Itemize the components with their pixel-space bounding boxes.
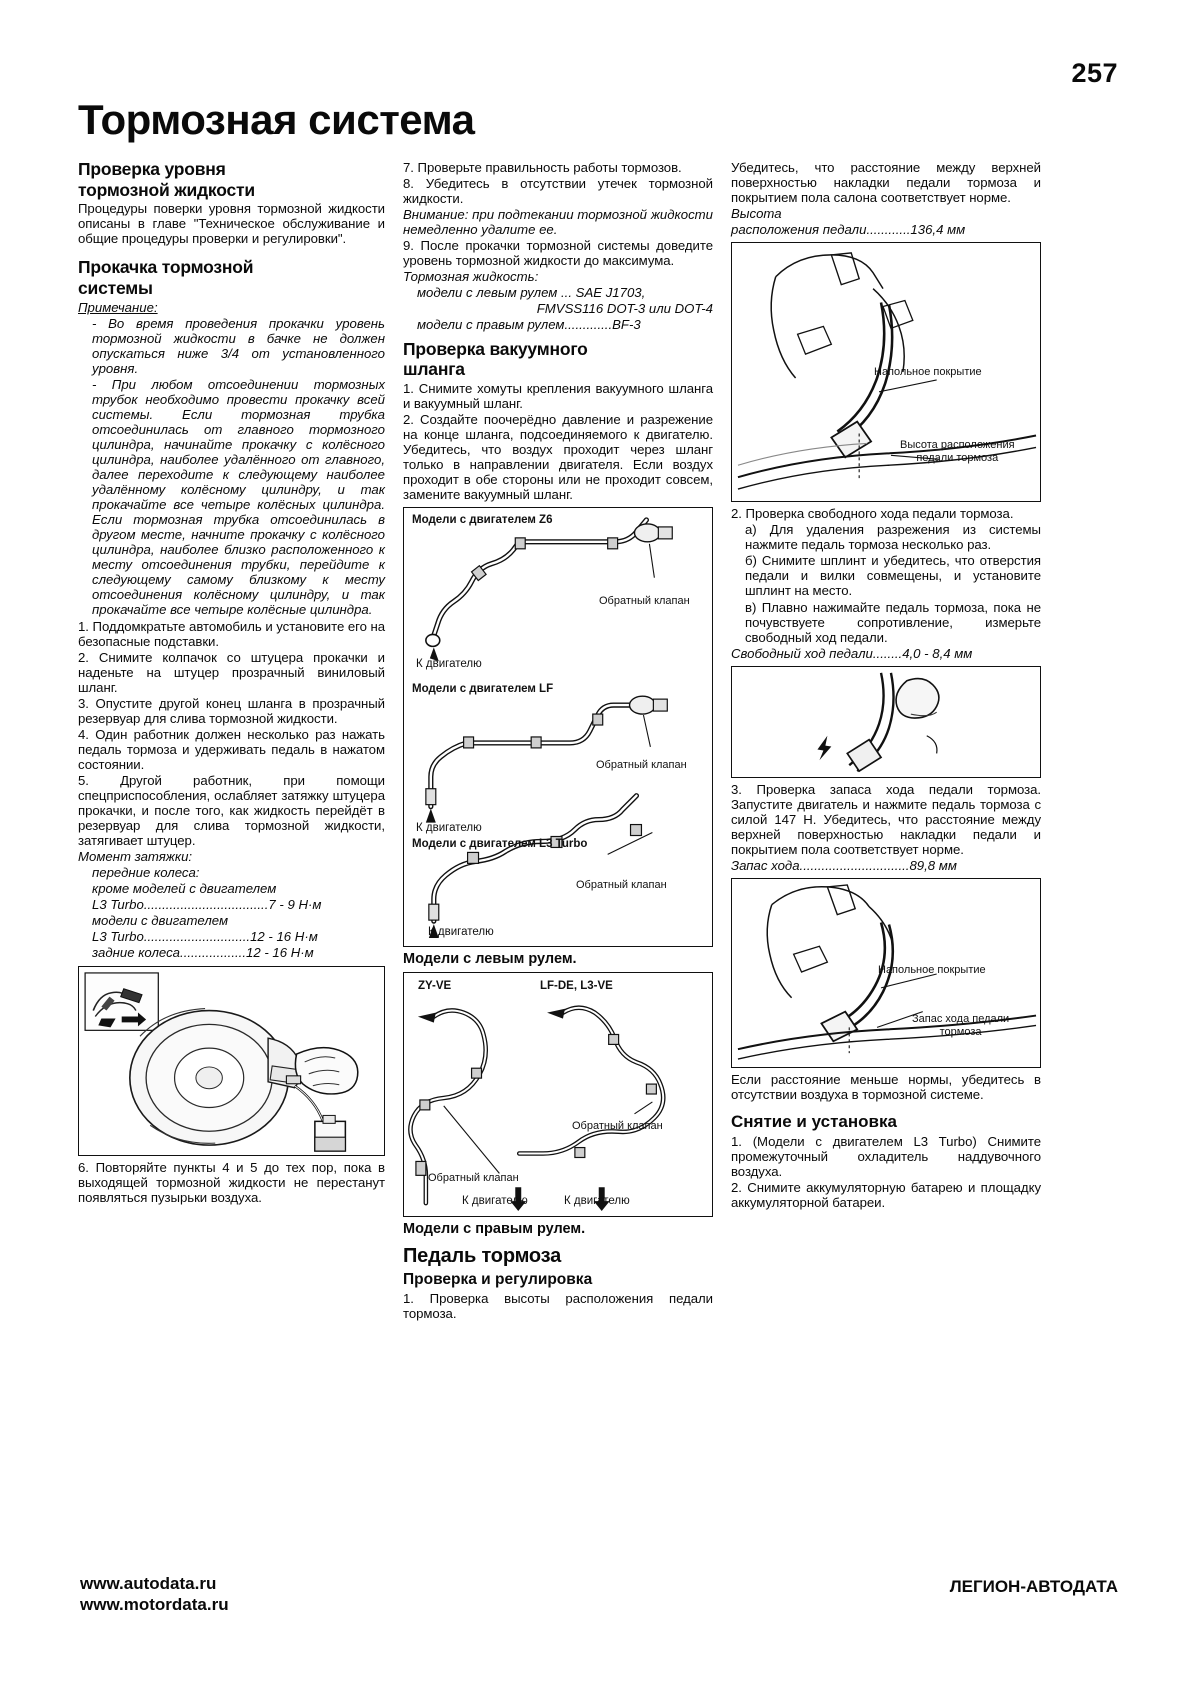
pedal-height-row [731, 222, 1041, 237]
torque-row-1-value: 7 - 9 Н·м [268, 897, 322, 913]
bleed-step-2: 2. Снимите колпачок со штуцера прокачки и наденьте на штуцер прозрачный виниловый шланг. [78, 649, 385, 695]
fluid-row-lhd [403, 285, 713, 300]
figure-label-to-engine-rhd-right: К двигателю [564, 1195, 630, 1208]
bleed-step-9: 9. После прокачки тормозной системы доведите уровень тормозной жидкости до максимума. [403, 238, 713, 269]
torque-row-2-value: 12 - 16 Н·м [250, 929, 318, 945]
footer-site-2[interactable]: www.motordata.ru [80, 1594, 229, 1614]
fluid-level-paragraph: Процедуры поверки уровня тормозной жидкости описаны в главе "Техническое обслуживание и общие процедуры проверки и регулировки". [78, 201, 385, 247]
figure-label-to-engine-l3: К двигателю [428, 926, 494, 939]
bleeding-photo-svg [79, 967, 384, 1155]
fluid-row-rhd-value: BF-3 [612, 317, 641, 333]
figure-label-check-valve-l3: Обратный клапан [576, 879, 667, 892]
column-1 [78, 160, 385, 1322]
pedal-height-value: 136,4 мм [910, 222, 966, 238]
reserve-value: 89,8 мм [909, 857, 957, 873]
figure-pedal-freeplay [731, 666, 1041, 778]
pedal-intro: Убедитесь, что расстояние между верхней поверхностью накладки педали тормоза и покрытием пола салона соответствует норме. [731, 160, 1041, 206]
pedal-step-2a: а) Для удаления разрежения из системы нажмите педаль тормоза несколько раз. [745, 522, 1041, 553]
bleed-step-3: 3. Опустите другой конец шланга в прозрачный резервуар для слива тормозной жидкости. [78, 695, 385, 726]
pedal-height-fig-line1: Высота расположения [900, 439, 1015, 452]
figure-label-to-engine-z6: К двигателю [416, 658, 482, 671]
check-valve-text-1: Обратный клапан [599, 595, 690, 608]
freeplay-row [731, 646, 1041, 661]
torque-except-l3: кроме моделей с двигателем [92, 881, 277, 897]
figure-label-pedal-height [900, 439, 1015, 465]
heading-brake-pedal: Педаль тормоза [403, 1245, 562, 1268]
figure-vacuum-hoses-lhd [403, 507, 713, 947]
bleed-step-1: 1. Поддомкратьте автомобиль и установите его на безопасные подставки. [78, 618, 386, 649]
figure-label-to-engine-lf: К двигателю [416, 822, 482, 835]
figure-label-floor-covering-1: Напольное покрытие [874, 366, 982, 379]
figure-label-to-engine-rhd-left: К двигателю [462, 1195, 528, 1208]
reserve-name: Запас хода [731, 857, 800, 873]
reserve-fig-line2: тормоза [939, 1026, 982, 1039]
heading-fluid-level-line2: тормозной жидкости [78, 179, 255, 200]
torque-row-1-dots: .................................. [143, 897, 269, 913]
pedal-height-label: Высота [731, 206, 782, 222]
freeplay-dots: ........ [872, 645, 903, 661]
figure-label-z6: Модели с двигателем Z6 [412, 514, 553, 527]
figure-pedal-height [731, 242, 1041, 502]
fluid-row-rhd [403, 317, 713, 332]
brake-fluid-label: Тормозная жидкость: [403, 269, 539, 285]
figure-label-lf: Модели с двигателем LF [412, 683, 554, 696]
pedal-freeplay-svg [732, 667, 1040, 777]
note-item-2: - При любом отсоединении тормозных трубок необходимо провести прокачку всей системы. Если тормозная трубка отсоединилась от главного тормозного цилиндра, начинайте прокачку с колёсного цилиндра, наиболее удалённого от главного, далее переходите к следующему наиболее удалённому колёсному цилиндру, и так прокачайте все четыре колёсных цилиндра. Если тормозная трубка отсоединилась в другом месте, начните прокачку с колёсного цилиндра, наиболее близко расположенного к месту отсоединения трубки, перейдите к следующему самому близкому к месту отсоединения колёсному цилиндру, и так прокачайте все четыре колёсные цилиндра. [92, 376, 385, 618]
figure-label-check-valve-lf: Обратный клапан [596, 759, 687, 772]
pedal-step-2v: в) Плавно нажимайте педаль тормоза, пока не почувствуете сопротивление, измерьте свободный ход педали. [745, 599, 1041, 645]
torque-row-2-dots: ............................. [143, 929, 251, 945]
figure-bleeding-photo [78, 966, 385, 1156]
heading-vacuum-hose-line2: шланга [403, 359, 465, 380]
fluid-row-lhd-name: модели с левым рулем [417, 285, 558, 301]
figure-label-lfde-l3ve: LF-DE, L3-VE [540, 980, 613, 993]
heading-removal-installation: Снятие и установка [731, 1112, 897, 1132]
pedal-step-2-title: 2. Проверка свободного хода педали тормоза. [731, 506, 1014, 522]
torque-row-1 [78, 897, 385, 912]
figure-pedal-reserve [731, 878, 1041, 1068]
torque-front-label: передние колеса: [92, 865, 200, 881]
figure-label-check-valve-rhd-left: Обратный клапан [428, 1172, 519, 1185]
torque-row-2-name: L3 Turbo [92, 929, 144, 945]
heading-check-adjust: Проверка и регулировка [403, 1271, 593, 1289]
vacuum-step-1: 1. Снимите хомуты крепления вакуумного шланга и вакуумный шланг. [403, 380, 713, 411]
page-title: Тормозная система [78, 96, 475, 143]
page-number: 257 [1071, 58, 1118, 88]
three-column-layout [78, 160, 1118, 1322]
pedal-step-2b: б) Снимите шплинт и убедитесь, что отверстия педали и вилки совмещены, и установите шплинт на место. [745, 553, 1041, 599]
note-item-1: - Во время проведения прокачки уровень тормозной жидкости в бачке не должен опускаться ниже 3/4 от установленного уровня. [92, 315, 385, 376]
reserve-dots: .............................. [799, 857, 910, 873]
vacuum-step-2: 2. Создайте поочерёдно давление и разрежение на конце шланга, подсоединяемого к двигателю. Убедитесь, что воздух проходит через шланг только в направлении двигателя. Если воздух проходит в обе стороны или не проходит совсем, замените вакуумный шланг. [403, 411, 713, 503]
torque-row-3-value: 12 - 16 Н·м [245, 945, 314, 961]
freeplay-name: Свободный ход педали [731, 645, 873, 661]
torque-row-3 [78, 945, 385, 960]
bleed-step-5: 5. Другой работник, при помощи спецприспособления, ослабляет затяжку штуцера прокачки, и после того, как жидкость перейдёт в резервуар для слива тормозной жидкости, затягивает штуцер. [78, 772, 385, 849]
column-2 [403, 160, 713, 1322]
bleed-step-6: 6. Повторяйте пункты 4 и 5 до тех пор, пока в выходящей тормозной жидкости не перестанут появляться пузырьки воздуха. [78, 1159, 385, 1205]
figure-label-zyve: ZY-VE [418, 980, 452, 993]
figure-label-check-valve-z6 [599, 596, 690, 608]
torque-row-2 [78, 929, 385, 944]
figure-label-check-valve-rhd-right: Обратный клапан [572, 1120, 663, 1133]
fluid-row-lhd-value2: FMVSS116 DOT-3 или DOT-4 [536, 301, 713, 317]
figure-label-floor-covering-2: Напольное покрытие [878, 963, 986, 976]
removal-step-2: 2. Снимите аккумуляторную батарею и площадку аккумуляторной батареи. [731, 1179, 1041, 1210]
pedal-height-dots: ............ [866, 222, 911, 238]
figure-caption-rhd: Модели с правым рулем. [403, 1221, 586, 1238]
pedal-step-3-title: 3. Проверка запаса хода педали тормоза. Запустите двигатель и нажмите педаль тормоза с силой 147 Н. Убедитесь, что расстояние между верхней поверхностью накладки педали и покрытием пола соответствует норме. [731, 781, 1041, 857]
torque-models-l3: модели с двигателем [92, 913, 228, 929]
footer-websites [80, 1573, 229, 1616]
pedal-step-1: 1. Проверка высоты расположения педали тормоза. [403, 1290, 713, 1321]
fluid-row-lhd-value: SAE J1703, [575, 285, 646, 301]
warning-note: Внимание: при подтекании тормозной жидкости немедленно удалите ее. [403, 207, 713, 238]
pedal-height-name: расположения педали [731, 222, 867, 238]
after-figure-note: Если расстояние меньше нормы, убедитесь в отсутствии воздуха в тормозной системе. [731, 1071, 1041, 1103]
footer-site-1[interactable]: www.autodata.ru [80, 1573, 217, 1593]
fluid-row-rhd-dots: ............. [564, 317, 613, 333]
fluid-row-lhd-dots: ... [557, 285, 576, 301]
torque-row-1-name: L3 Turbo [92, 897, 144, 913]
figure-caption-lhd: Модели с левым рулем. [403, 951, 577, 968]
torque-row-3-dots: .................. [180, 945, 246, 961]
reserve-row [731, 858, 1041, 873]
spacer [731, 1103, 1041, 1109]
heading-fluid-level-line1: Проверка уровня [78, 159, 226, 179]
heading-vacuum-hose-line1: Проверка вакуумного [403, 338, 588, 359]
figure-label-reserve-travel [912, 1013, 1009, 1039]
note-label: Примечание: [78, 299, 158, 315]
bleed-step-7: 7. Проверьте правильность работы тормозов. [403, 160, 682, 175]
figure-label-l3turbo: Модели с двигателем L3 Turbo [412, 838, 588, 851]
heading-bleeding-line1: Прокачка тормозной [78, 257, 254, 278]
reserve-fig-line1: Запас хода педали [912, 1012, 1010, 1025]
freeplay-value: 4,0 - 8,4 мм [902, 645, 973, 661]
pedal-height-fig-line2: педали тормоза [916, 452, 999, 465]
footer-publisher: ЛЕГИОН-АВТОДАТА [949, 1577, 1118, 1596]
figure-vacuum-hoses-rhd [403, 972, 713, 1217]
bleed-step-8: 8. Убедитесь в отсутствии утечек тормозной жидкости. [403, 176, 713, 207]
heading-bleeding-line2: системы [78, 277, 153, 298]
torque-row-3-name: задние колеса [92, 945, 181, 961]
torque-label: Момент затяжки: [78, 849, 193, 865]
column-3 [731, 160, 1041, 1322]
bleed-step-4: 4. Один работник должен несколько раз нажать педаль тормоза и удерживать педаль в нажатом состоянии. [78, 726, 385, 772]
removal-step-1: 1. (Модели с двигателем L3 Turbo) Снимите промежуточный охладитель наддувочного воздуха. [731, 1133, 1041, 1179]
fluid-row-rhd-name: модели с правым рулем [417, 317, 565, 333]
